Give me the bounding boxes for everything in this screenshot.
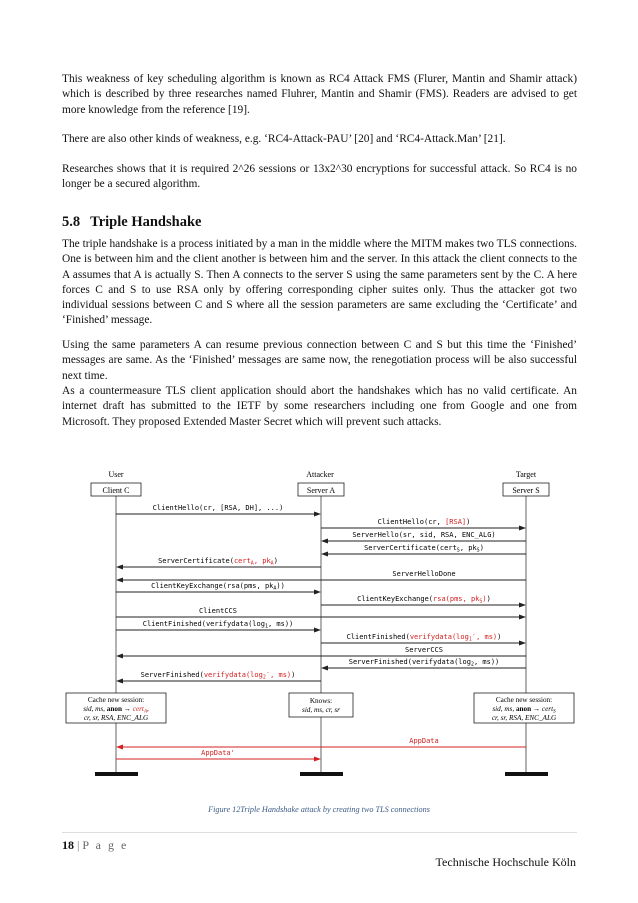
terminator-attacker [300,772,343,776]
message-client-finished [116,620,321,633]
note-line: Knows: [309,697,333,705]
footer-divider [62,832,577,833]
note-line: Cache new session: [87,696,145,704]
message-label: ServerHelloDone [392,570,456,578]
paragraph-fms-attack: This weakness of key scheduling algorithm is known as RC4 Attack FMS (Flurer, Mantin and Shamir attack) which is described by three researches named Fluhrer, Mantin and Shamir (FMS). Readers are advised to get more knowledge from the reference [19]. [62,73,577,116]
message-label: ClientKeyExchange(rsa(pms, $pk_S$)) [357,595,491,605]
triple-handshake-diagram [64,470,576,786]
actor-name-target: Server S [512,486,540,495]
institution-name: Technische Hochschule Köln [435,855,576,869]
section-number: 5.8 [62,214,81,230]
note-line: cr, sr, RSA, ENC_ALG [83,714,149,722]
page-label: P a g e [82,838,129,852]
section-title: Triple Handshake [90,214,202,230]
message-server-hello [321,531,526,544]
message-label: ClientHello(cr, [RSA]) [377,518,471,526]
note-line: Cache new session: [495,696,553,704]
paragraph-other-weakness: There are also other kinds of weakness, e.g. ‘RC4-Attack-PAU’ [20] and ‘RC4-Attack.Man’ [21]. [62,133,506,145]
terminator-client [95,772,138,776]
message-label: $ClientFinished(verifydata(\log_1'$, ms)) [346,633,502,643]
paragraph-countermeasure: As a countermeasure TLS client application should abort the handshakes which has no valid certificate. An internet draft has submitted to the IETF by some researchers including one from Google and one from Microsoft. They proposed Extended Master Secret which will prevent such attacks. [62,385,577,428]
message-server-finished-target [321,658,526,671]
section-heading [62,214,201,231]
note-attacker-knows [289,693,353,717]
terminator-target [505,772,548,776]
message-label: $ServerFinished(verifydata(\log_2'$, ms)) [140,671,296,681]
message-client-key-exchange-a [116,582,321,595]
page-number: 18 [62,838,74,852]
message-server-certificate-attacker [116,557,321,570]
paragraph-rc4-insecure: Researches shows that it is required 2^26 sessions or 13x2^30 encryptions for successful attack. So RC4 is no longer be a secured algorithm. [62,163,577,191]
actor-role-user: User [108,470,124,479]
message-label: AppData' [201,749,235,757]
page-separator: | [77,838,80,852]
message-server-finished-attacker [116,671,321,684]
note-line: cr, sr, RSA, ENC_ALG [491,714,557,722]
actor-name-attacker: Server A [306,486,336,495]
message-label: AppData [409,737,439,745]
note-line: sid, ms, cr, sr [302,706,340,714]
actor-role-target: Target [515,470,537,479]
paragraph-resume: Using the same parameters A can resume previous connection between C and S but this time the ‘Finished’ messages are same. As the ‘Finished’ messages are same now, the renegotiation process will be also successful next time. [62,339,577,382]
page-number-footer [62,838,128,853]
message-label: ServerCertificate(cert$_A$, $pk_A$) [158,557,278,567]
message-label: ClientHello(cr, [RSA, DH], ...) [152,504,284,512]
message-label: ServerCertificate(cert$_S$, $pk_S$) [364,544,484,554]
figure-caption: Figure 12Triple Handshake attack by creating two TLS connections [208,805,430,814]
message-label: ServerHello(sr, sid, RSA, ENC_ALG) [352,531,496,539]
message-label: ServerCCS [405,646,443,654]
paragraph-triple-handshake: The triple handshake is a process initiated by a man in the middle where the MITM makes two TLS connections. One is between him and the client another is between him and the server. In this attack the client connects to the A assumes that A is actually S. Then A connects to the server S using the same parameters sent by the C. A here forces C and S to use RSA only by offering corresponding cipher suites only. Thus the attacker got two individual sessions between C and S where all the session parameters are same excluding the ‘Certificate’ and ‘Finished’ message. [62,238,577,327]
actor-role-attacker: Attacker [306,470,334,479]
note-line: sid, ms, anon → cert$_S$ [492,705,556,715]
message-client-hello-forwarded [321,518,526,531]
message-label: ClientKeyExchange(rsa(pms, $pk_A$)) [151,582,285,592]
message-app-data-prime [116,749,321,762]
note-target-cache [474,693,574,723]
message-label: $ClientFinished(verifydata(\log_1$, ms)) [142,620,294,630]
note-client-cache [66,693,166,723]
message-client-key-exchange-s [321,595,526,608]
message-server-certificate-target [321,544,526,557]
message-label: $ServerFinished(verifydata(\log_2$, ms)) [348,658,500,668]
note-line: sid, ms, anon → cert$_A$, [83,705,149,715]
message-client-hello [116,504,321,517]
message-label: ClientCCS [199,607,237,615]
message-client-finished-forwarded [321,633,526,646]
actor-name-client: Client C [102,486,130,495]
